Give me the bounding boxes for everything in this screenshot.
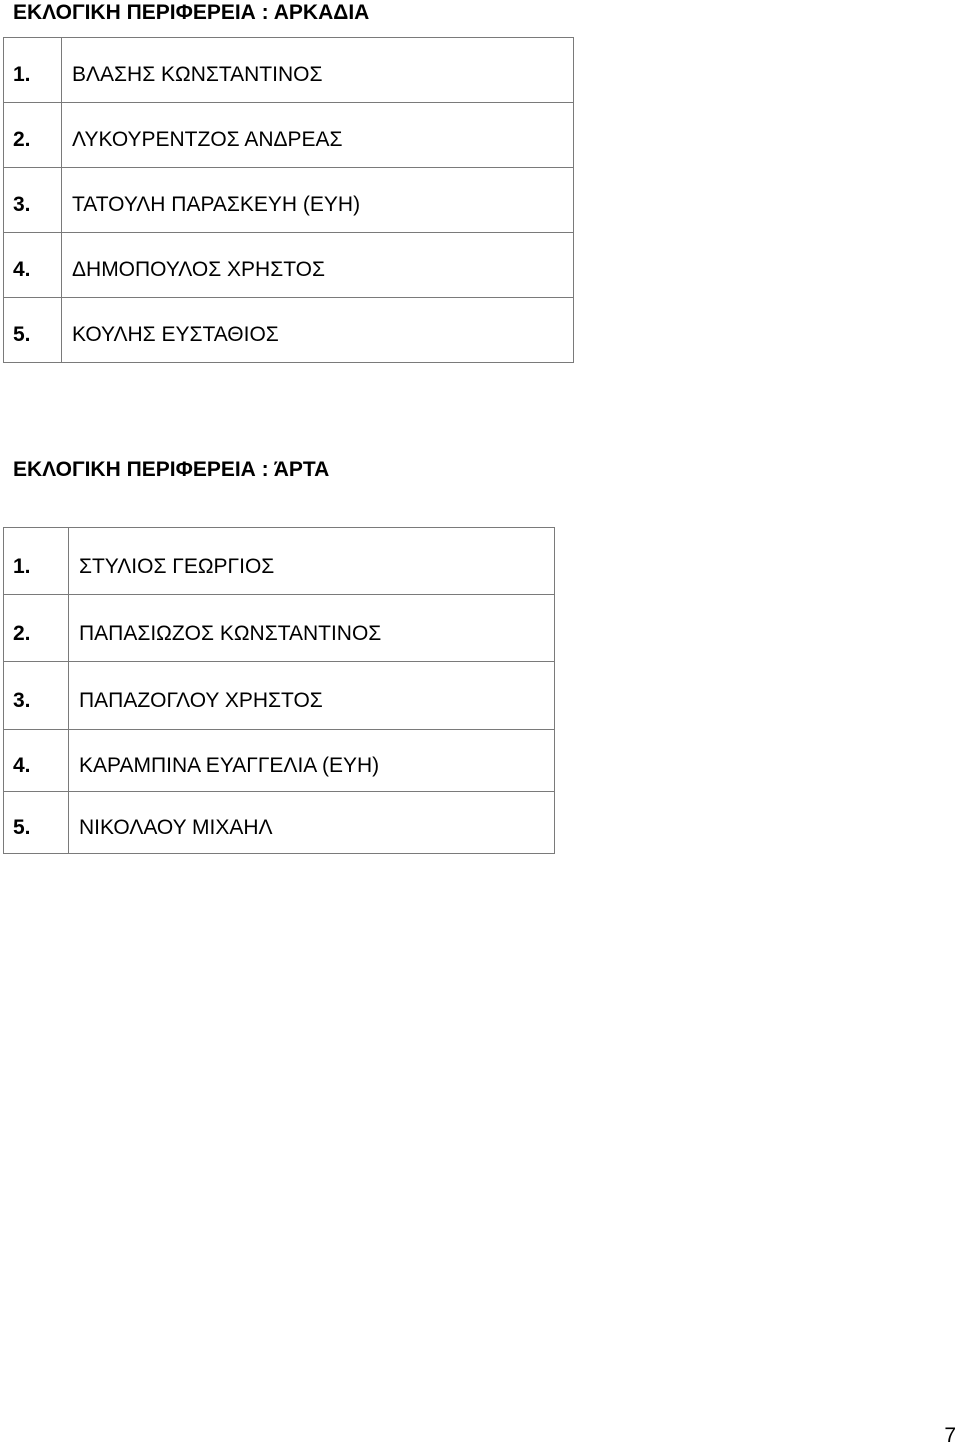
- candidate-name: ΛΥΚΟΥΡΕΝΤΖΟΣ ΑΝΔΡΕΑΣ: [62, 103, 574, 168]
- candidate-name: ΚΟΥΛΗΣ ΕΥΣΤΑΘΙΟΣ: [62, 298, 574, 363]
- candidate-number: 5.: [4, 298, 62, 363]
- candidate-name: ΝΙΚΟΛΑΟΥ ΜΙΧΑΗΛ: [69, 792, 555, 854]
- table-row: [4, 792, 555, 854]
- table-row: [4, 298, 574, 363]
- candidate-number: 3.: [4, 662, 69, 730]
- section-heading-arkadia: ΕΚΛΟΓΙΚΗ ΠΕΡΙΦΕΡΕΙΑ : ΑΡΚΑΔΙΑ: [13, 1, 370, 24]
- candidate-name: ΠΑΠΑΖΟΓΛΟΥ ΧΡΗΣΤΟΣ: [69, 662, 555, 730]
- table-row: [4, 595, 555, 662]
- candidate-name: ΔΗΜΟΠΟΥΛΟΣ ΧΡΗΣΤΟΣ: [62, 233, 574, 298]
- candidate-name: ΣΤΥΛΙΟΣ ΓΕΩΡΓΙΟΣ: [69, 528, 555, 595]
- table-row: [4, 662, 555, 730]
- table-row: [4, 38, 574, 103]
- candidate-number: 4.: [4, 730, 69, 792]
- candidate-number: 4.: [4, 233, 62, 298]
- candidate-number: 1.: [4, 38, 62, 103]
- candidate-number: 3.: [4, 168, 62, 233]
- candidate-name: ΤΑΤΟΥΛΗ ΠΑΡΑΣΚΕΥΗ (ΕΥΗ): [62, 168, 574, 233]
- table-row: [4, 528, 555, 595]
- candidates-table-arkadia: [3, 37, 574, 363]
- candidate-name: ΠΑΠΑΣΙΩΖΟΣ ΚΩΝΣΤΑΝΤΙΝΟΣ: [69, 595, 555, 662]
- table-row: [4, 168, 574, 233]
- candidate-number: 2.: [4, 595, 69, 662]
- candidate-name: ΚΑΡΑΜΠΙΝΑ ΕΥΑΓΓΕΛΙΑ (ΕΥΗ): [69, 730, 555, 792]
- table-row: [4, 730, 555, 792]
- table-row: [4, 103, 574, 168]
- candidates-table-arta: [3, 527, 555, 854]
- table-row: [4, 233, 574, 298]
- candidate-number: 2.: [4, 103, 62, 168]
- candidate-number: 1.: [4, 528, 69, 595]
- section-heading-arta: ΕΚΛΟΓΙΚΗ ΠΕΡΙΦΕΡΕΙΑ : ΆΡΤΑ: [13, 458, 330, 481]
- candidate-number: 5.: [4, 792, 69, 854]
- candidate-name: ΒΛΑΣΗΣ ΚΩΝΣΤΑΝΤΙΝΟΣ: [62, 38, 574, 103]
- page-number: 7: [944, 1424, 956, 1447]
